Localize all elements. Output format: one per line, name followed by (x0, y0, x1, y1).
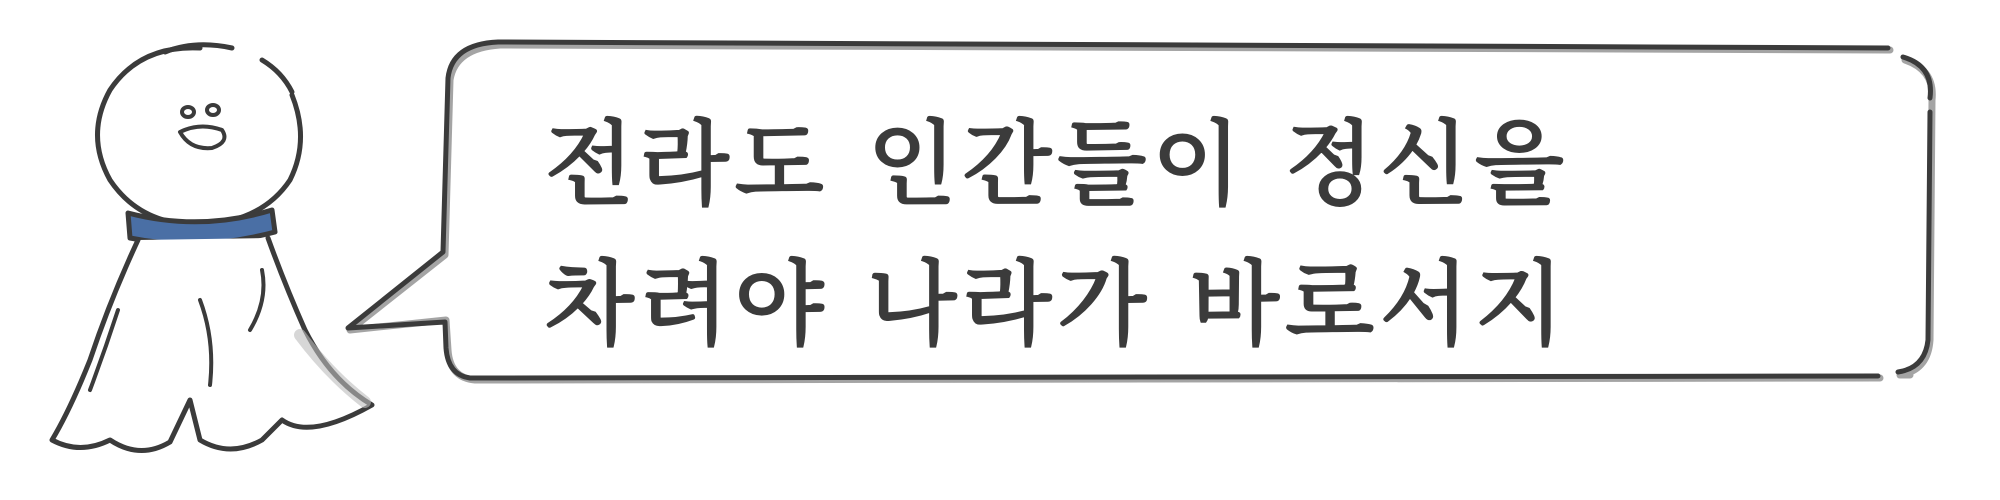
speech-bubble-text (545, 95, 1845, 375)
character-head (98, 48, 301, 225)
speech-line-1: 전라도 인간들이 정신을 (545, 111, 1570, 218)
character-left-eye (182, 107, 194, 117)
character-head-top (262, 60, 292, 92)
character-right-eye (207, 105, 219, 115)
speech-line-2: 차려야 나라가 바로서지 (545, 251, 1570, 358)
character-mouth (180, 126, 224, 148)
